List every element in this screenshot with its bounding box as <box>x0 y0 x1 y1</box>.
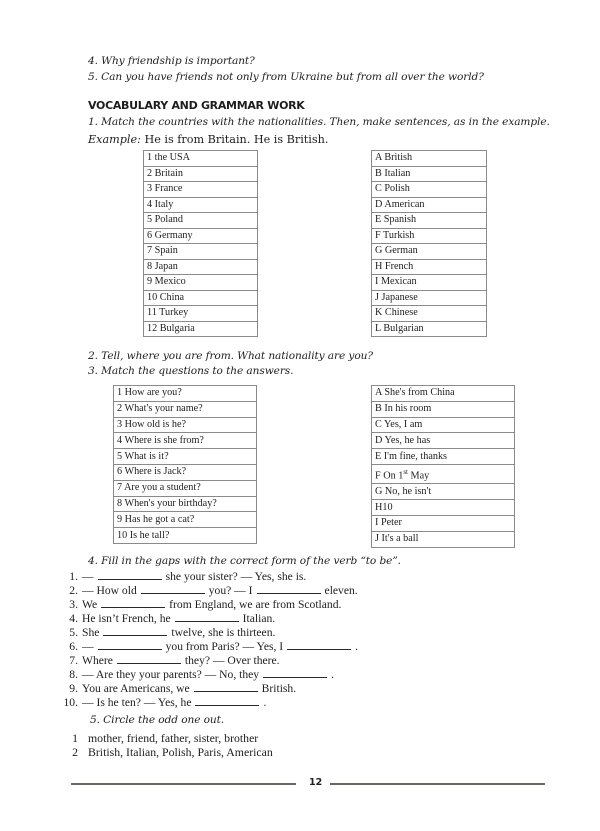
odd-item-1: 1 mother, friend, father, sister, brother <box>72 731 259 745</box>
country-cell: 11 Turkey <box>144 306 258 322</box>
fill-item-6: 6. — you from Paris? — Yes, I . <box>69 640 359 653</box>
answer-cell <box>372 464 515 483</box>
task3-instruction: 3. Match the questions to the answers. <box>88 365 294 377</box>
task1-example <box>88 133 328 146</box>
section-heading: VOCABULARY AND GRAMMAR WORK <box>88 99 305 112</box>
answer-cell: J It's a ball <box>372 531 515 547</box>
gap-blank[interactable] <box>117 653 181 664</box>
country-cell: 4 Italy <box>144 197 258 213</box>
question-cell: 10 Is he tall? <box>114 528 257 544</box>
question-5: 5. Can you have friends not only from Ukraine but from all over the world? <box>88 71 484 83</box>
fill-item-1: 1. — she your sister? — Yes, she is. <box>69 570 307 583</box>
fill-item-10: 10. — Is he ten? — Yes, he . <box>63 696 267 709</box>
fill-item-9: 9. You are Americans, we British. <box>69 682 297 695</box>
country-cell: 9 Mexico <box>144 275 258 291</box>
nationalities-table <box>371 150 487 337</box>
task1-instruction: 1. Match the countries with the nationalities. Then, make sentences, as in the example. <box>88 116 550 128</box>
country-cell: 7 Spain <box>144 244 258 260</box>
country-cell: 6 Germany <box>144 228 258 244</box>
answer-cell: A She's from China <box>372 386 515 402</box>
countries-table <box>143 150 258 337</box>
gap-blank[interactable] <box>103 625 167 636</box>
fill-item-3: 3. We from England, we are from Scotland. <box>69 598 342 611</box>
country-cell: 3 France <box>144 182 258 198</box>
question-cell: 8 When's your birthday? <box>114 496 257 512</box>
answer-cell: B In his room <box>372 401 515 417</box>
answer-cell: H10 <box>372 500 515 516</box>
nationality-cell: H French <box>372 259 487 275</box>
country-cell: 2 Britain <box>144 166 258 182</box>
gap-blank[interactable] <box>195 695 259 706</box>
answer-cell: D Yes, he has <box>372 433 515 449</box>
gap-blank[interactable] <box>263 667 327 678</box>
gap-blank[interactable] <box>141 583 205 594</box>
country-cell: 12 Bulgaria <box>144 321 258 337</box>
answer-f-prefix: F On 1 <box>375 470 404 482</box>
gap-blank[interactable] <box>175 611 239 622</box>
gap-blank[interactable] <box>194 681 258 692</box>
footer-rule-right <box>330 783 545 785</box>
task2-instruction: 2. Tell, where you are from. What nationality are you? <box>88 350 373 362</box>
answer-f-suffix: May <box>407 470 430 482</box>
nationality-cell: B Italian <box>372 166 487 182</box>
nationality-cell: A British <box>372 151 487 167</box>
question-4: 4. Why friendship is important? <box>88 55 255 67</box>
answer-cell: I Peter <box>372 515 515 531</box>
nationality-cell: K Chinese <box>372 306 487 322</box>
question-cell: 1 How are you? <box>114 386 257 402</box>
fill-item-2: 2. — How old you? — I eleven. <box>69 584 358 597</box>
gap-blank[interactable] <box>101 597 165 608</box>
question-cell: 5 What is it? <box>114 449 257 465</box>
nationality-cell: G German <box>372 244 487 260</box>
country-cell: 8 Japan <box>144 259 258 275</box>
gap-blank[interactable] <box>257 583 321 594</box>
answer-cell: C Yes, I am <box>372 417 515 433</box>
footer-rule-left <box>71 783 296 785</box>
nationality-cell: C Polish <box>372 182 487 198</box>
task4-instruction: 4. Fill in the gaps with the correct form of the verb “to be”. <box>88 555 401 567</box>
country-cell: 10 China <box>144 290 258 306</box>
question-cell: 2 What's your name? <box>114 401 257 417</box>
answer-cell: G No, he isn't <box>372 484 515 500</box>
question-cell: 3 How old is he? <box>114 417 257 433</box>
gap-blank[interactable] <box>98 569 162 580</box>
country-cell: 1 the USA <box>144 151 258 167</box>
question-cell: 9 Has he got a cat? <box>114 512 257 528</box>
question-cell: 7 Are you a student? <box>114 480 257 496</box>
fill-item-4: 4. He isn’t French, he Italian. <box>69 612 276 625</box>
nationality-cell: D American <box>372 197 487 213</box>
nationality-cell: E Spanish <box>372 213 487 229</box>
gap-blank[interactable] <box>98 639 162 650</box>
fill-item-8: 8. — Are they your parents? — No, they . <box>69 668 334 681</box>
questions-table <box>113 385 257 544</box>
answer-cell: E I'm fine, thanks <box>372 449 515 465</box>
question-cell: 6 Where is Jack? <box>114 464 257 480</box>
task5-instruction: 5. Circle the odd one out. <box>90 714 225 726</box>
nationality-cell: I Mexican <box>372 275 487 291</box>
fill-item-7: 7. Where they? — Over there. <box>69 654 280 667</box>
country-cell: 5 Poland <box>144 213 258 229</box>
example-text: He is from Britain. He is British. <box>140 133 329 146</box>
gap-blank[interactable] <box>287 639 351 650</box>
example-label: Example: <box>88 133 141 146</box>
nationality-cell: J Japanese <box>372 290 487 306</box>
question-cell: 4 Where is she from? <box>114 433 257 449</box>
odd-item-2: 2 British, Italian, Polish, Paris, American <box>72 745 273 759</box>
nationality-cell: L Bulgarian <box>372 321 487 337</box>
nationality-cell: F Turkish <box>372 228 487 244</box>
page-number: 12 <box>309 777 323 788</box>
answers-table <box>371 385 515 548</box>
fill-item-5: 5. She twelve, she is thirteen. <box>69 626 276 639</box>
answer-f-sup: st <box>403 467 408 476</box>
